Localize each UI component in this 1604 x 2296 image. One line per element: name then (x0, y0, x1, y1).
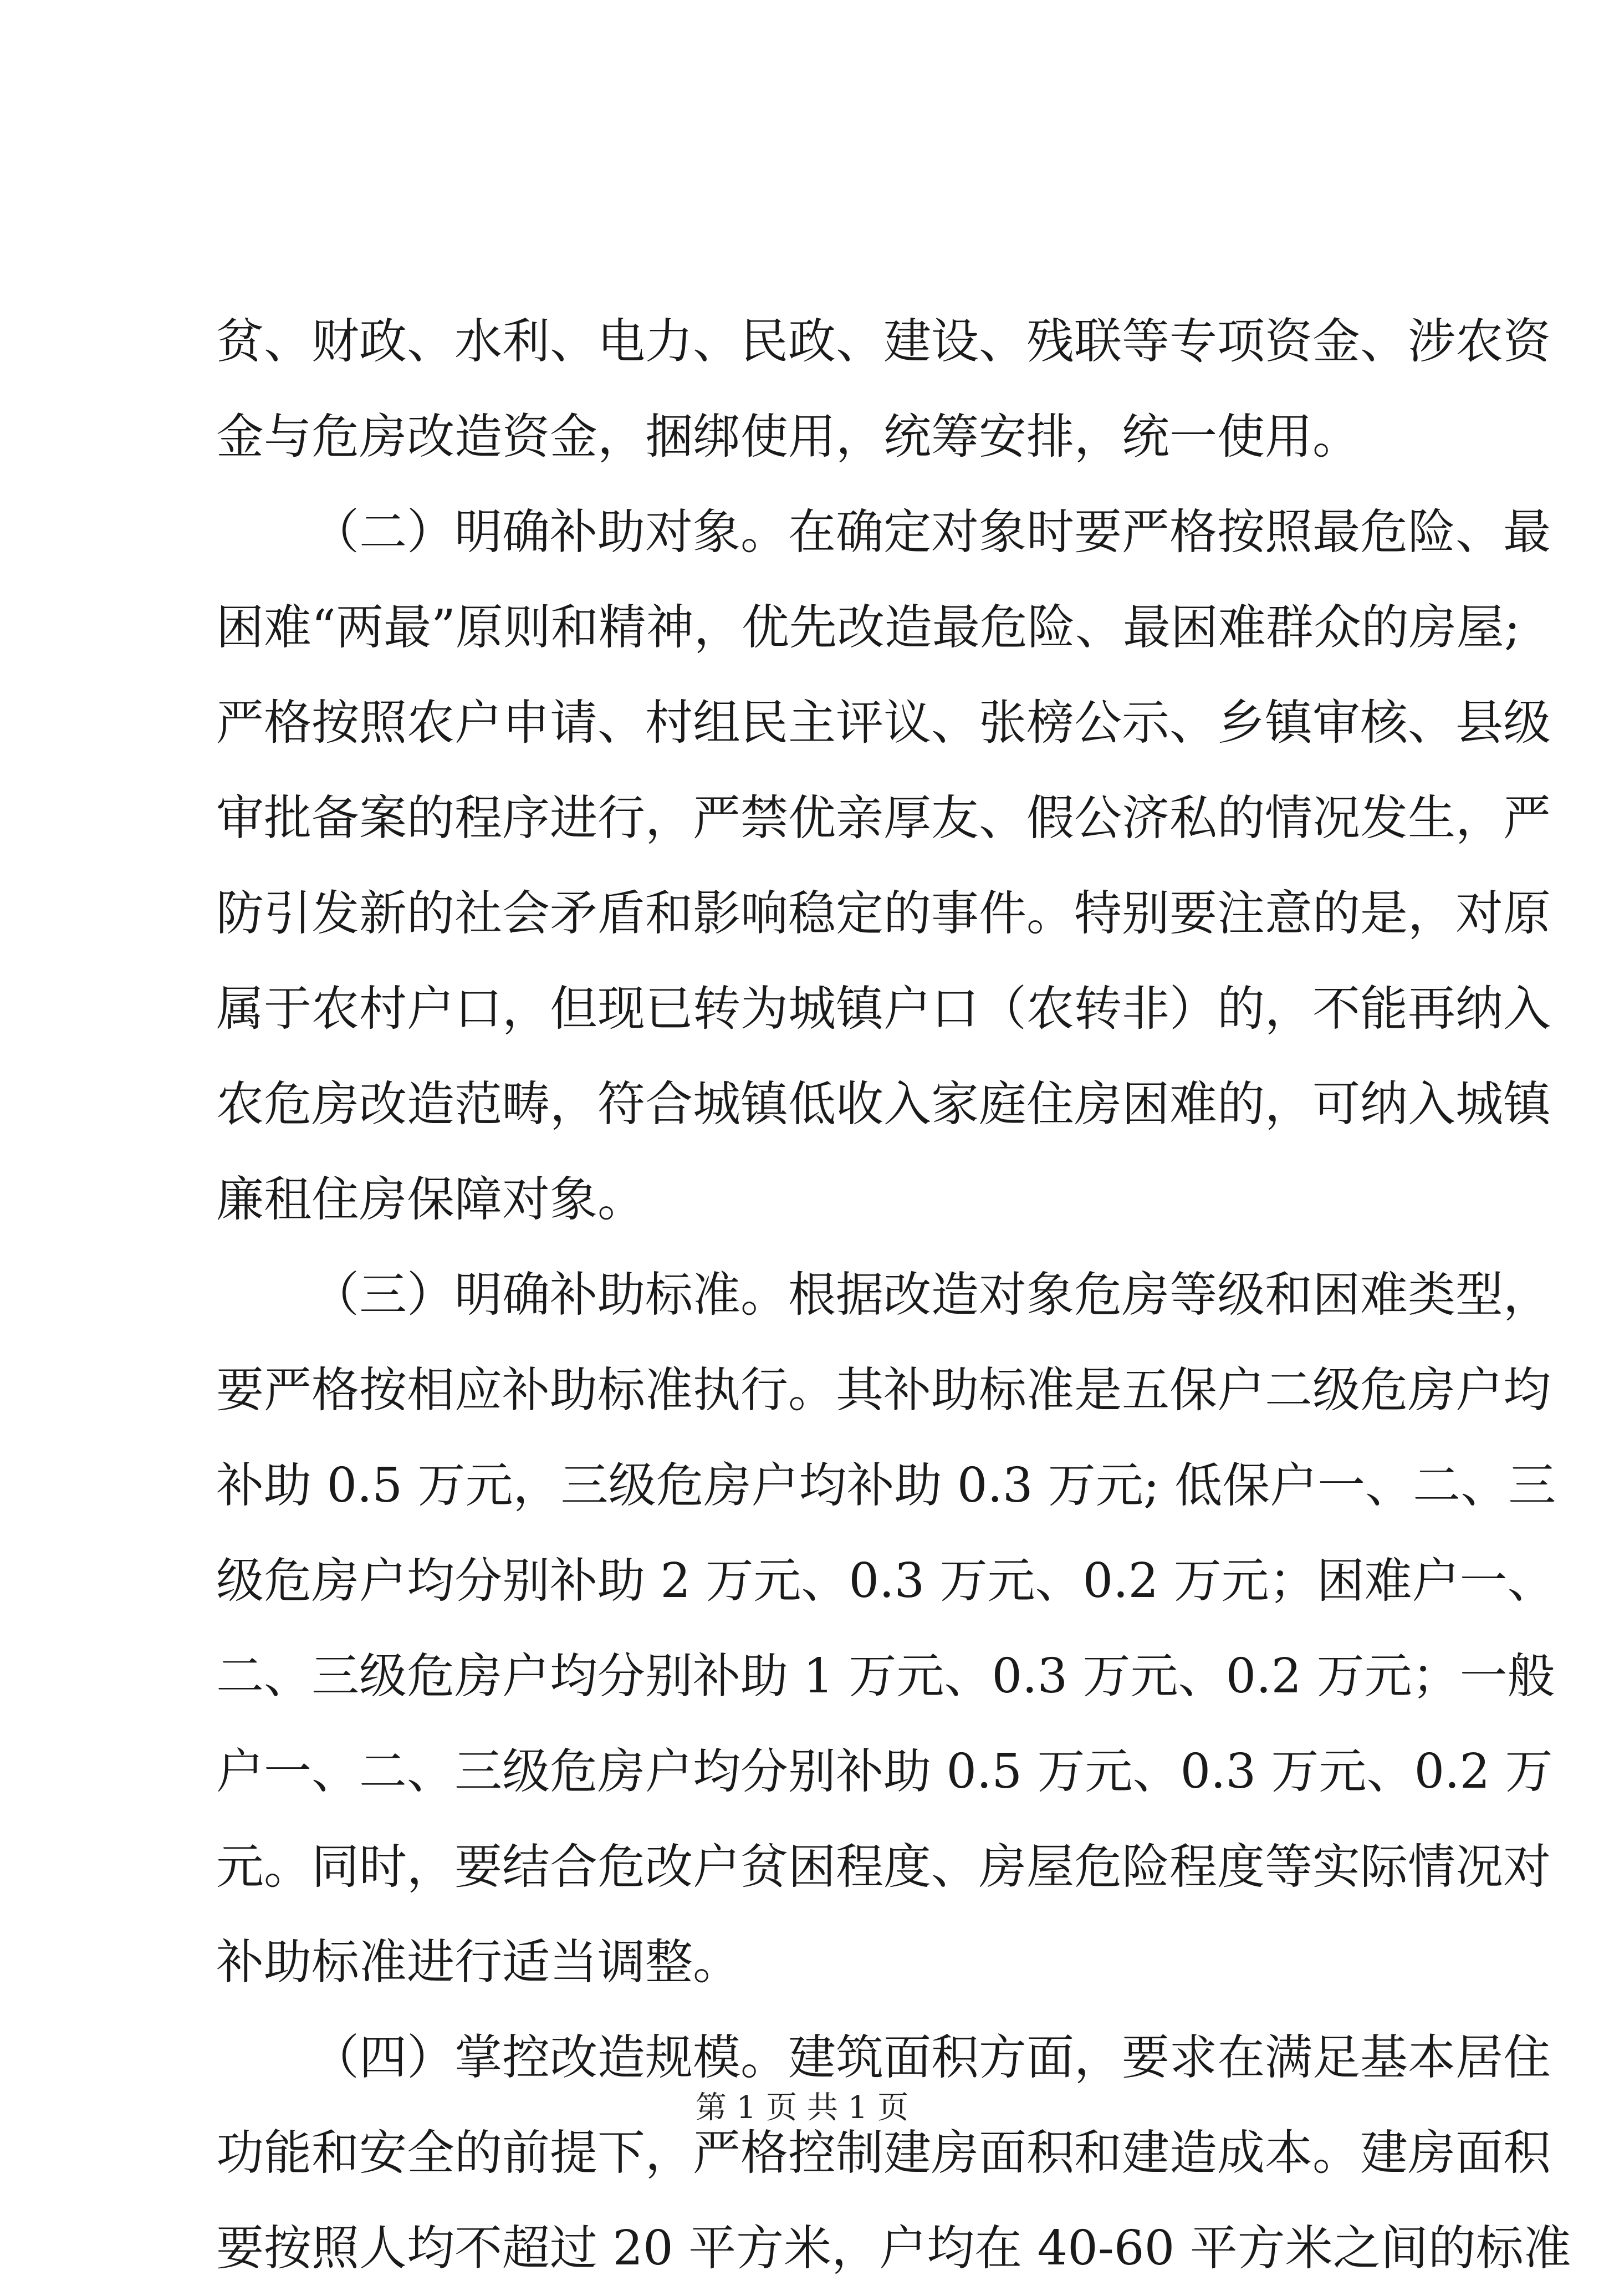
text-line: （四）掌控改造规模。建筑面积方面，要求在满足基本居住 (311, 2030, 1551, 2085)
paragraph-intro-continuation (216, 294, 1551, 484)
text-line: 户一、二、三级危房户均分别补助 0.5 万元、0.3 万元、0.2 万 (216, 1744, 1553, 1799)
text-line: （二）明确补助对象。在确定对象时要严格按照最危险、最 (311, 504, 1551, 560)
text-line: 审批备案的程序进行，严禁优亲厚友、假公济私的情况发生，严 (216, 790, 1551, 846)
text-line: 元。同时，要结合危改户贫困程度、房屋危险程度等实际情况对 (216, 1839, 1551, 1895)
text-line: 补助 0.5 万元，三级危房户均补助 0.3 万元; 低保户一、二、三 (216, 1458, 1556, 1513)
paragraph-renovation-scale (216, 2010, 1571, 2296)
paragraph-subsidy-standards (216, 1247, 1556, 2010)
text-line: 农危房改造范畴，符合城镇低收入家庭住房困难的，可纳入城镇 (216, 1076, 1551, 1132)
document-body (216, 294, 1571, 2296)
text-line: 二、三级危房户均分别补助 1 万元、0.3 万元、0.2 万元；一般 (216, 1649, 1555, 1704)
text-line: 严格按照农户申请、村组民主评议、张榜公示、乡镇审核、县级 (216, 695, 1551, 751)
text-line: 防引发新的社会矛盾和影响稳定的事件。特别要注意的是，对原 (216, 886, 1551, 941)
text-line: 金与危房改造资金，捆绑使用，统筹安排，统一使用。 (216, 409, 1360, 465)
text-line: （三）明确补助标准。根据改造对象危房等级和困难类型， (311, 1267, 1551, 1323)
text-line: 廉租住房保障对象。 (216, 1172, 645, 1227)
text-line: 补助标准进行适当调整。 (216, 1935, 740, 1990)
text-line: 功能和安全的前提下，严格控制建房面积和建造成本。建房面积 (216, 2125, 1551, 2181)
text-line: 要按照人均不超过 20 平方米，户均在 40-60 平方米之间的标准 (216, 2221, 1571, 2276)
text-line: 要严格按相应补助标准执行。其补助标准是五保户二级危房户均 (216, 1363, 1551, 1418)
page-footer (0, 2089, 1604, 2127)
text-line: 属于农村户口，但现已转为城镇户口（农转非）的，不能再纳入 (216, 981, 1551, 1037)
text-line: 困难“两最”原则和精神，优先改造最危险、最困难群众的房屋; (216, 600, 1520, 655)
paragraph-subsidy-targets (216, 484, 1551, 1247)
page-number: 第 1 页 共 1 页 (695, 2090, 909, 2126)
text-line: 级危房户均分别补助 2 万元、0.3 万元、0.2 万元；困难户一、 (216, 1553, 1555, 1609)
text-line: 贫、财政、水利、电力、民政、建设、残联等专项资金、涉农资 (216, 314, 1551, 369)
